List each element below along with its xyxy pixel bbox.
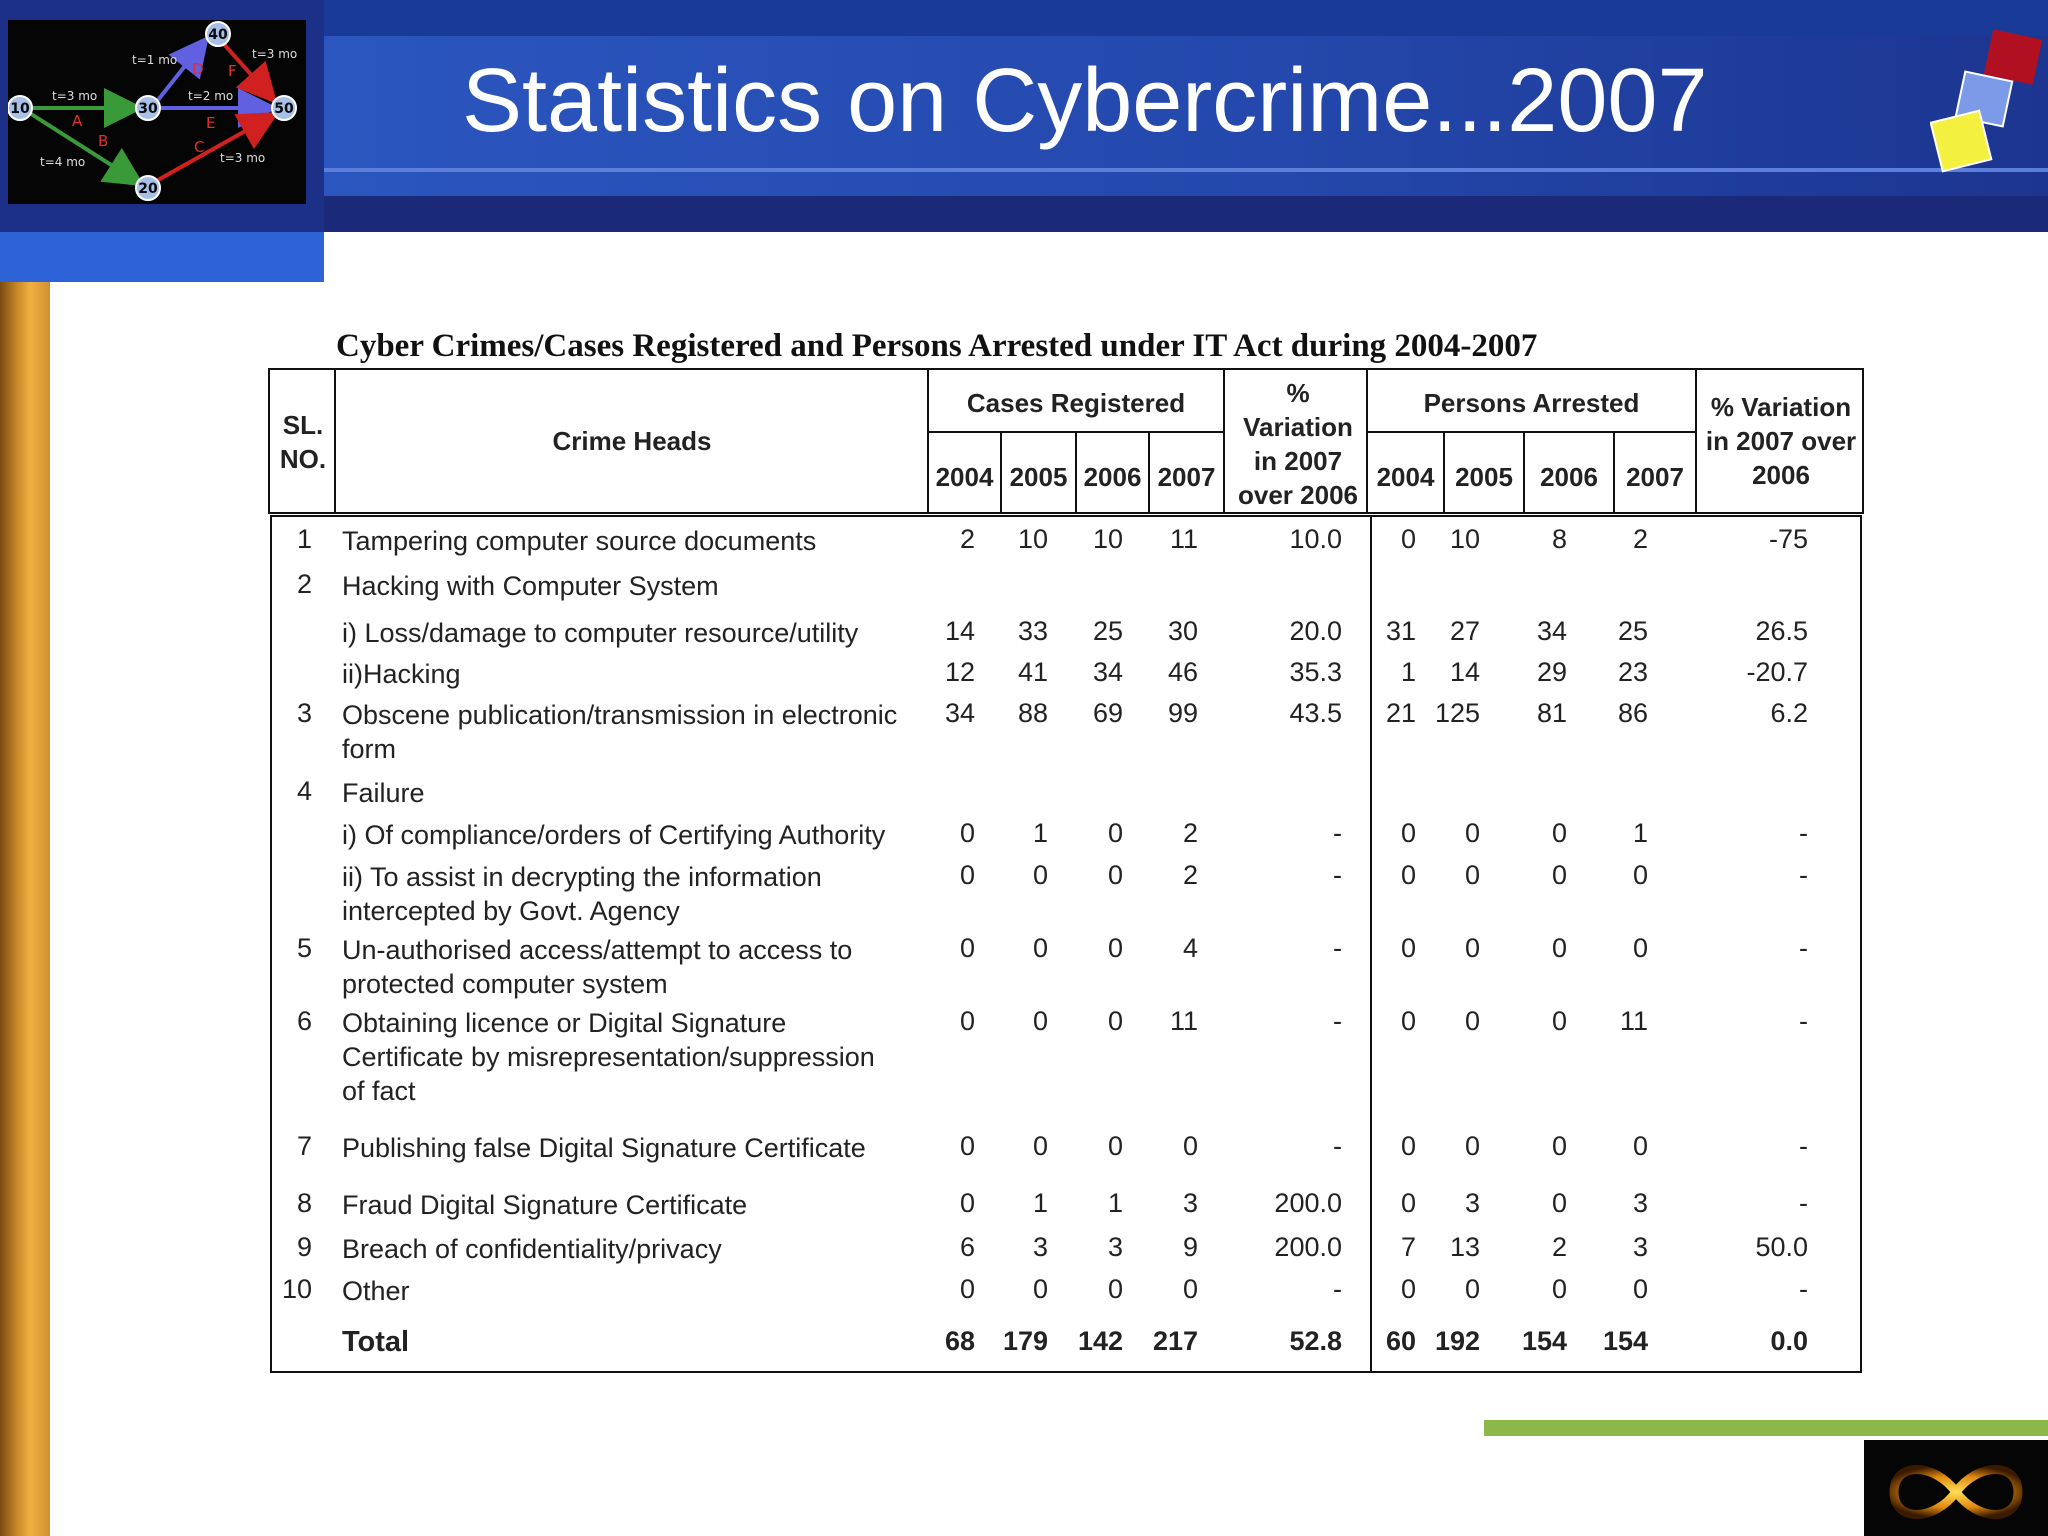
- cases-cell: 3: [1032, 1232, 1048, 1262]
- total-cases-cell: 179: [1002, 1326, 1048, 1356]
- row-sl-no: 1: [296, 524, 312, 554]
- cases-cell: 0: [1107, 818, 1123, 848]
- persons-cell: 0: [1464, 860, 1480, 890]
- total-persons-cell: 60: [1385, 1326, 1416, 1356]
- variation-cases-cell: -: [1333, 860, 1342, 890]
- persons-cell: 25: [1617, 616, 1648, 646]
- total-cases-cell: 142: [1077, 1326, 1123, 1356]
- row-crime-head: i) Of compliance/orders of Certifying Authority: [342, 820, 886, 850]
- header-cases-registered: Cases Registered: [966, 388, 1186, 418]
- variation-persons-cell: -75: [1768, 524, 1808, 554]
- activity-label: F: [228, 62, 237, 80]
- header-sl-no: SL. NO.: [279, 410, 327, 474]
- cases-cell: 10: [1017, 524, 1048, 554]
- header-year: 2006: [1083, 462, 1142, 492]
- cases-cell: 0: [1107, 1274, 1123, 1304]
- cases-cell: 34: [944, 698, 975, 728]
- persons-cell: 0: [1400, 860, 1416, 890]
- persons-cell: 3: [1632, 1232, 1648, 1262]
- edge-label: t=2 mo: [188, 89, 234, 103]
- persons-cell: 86: [1617, 698, 1648, 728]
- variation-cases-cell: 10.0: [1289, 524, 1342, 554]
- row-crime-head: ii) To assist in decrypting the information intercepted by Govt. Agency: [342, 862, 822, 926]
- cases-cell: 0: [959, 1188, 975, 1218]
- variation-persons-cell: 6.2: [1770, 698, 1808, 728]
- row-sl-no: 8: [296, 1188, 312, 1218]
- cases-cell: 14: [944, 616, 975, 646]
- node-label: 20: [138, 181, 158, 197]
- node-label: 30: [138, 101, 158, 117]
- persons-cell: 21: [1385, 698, 1416, 728]
- persons-cell: 0: [1400, 1274, 1416, 1304]
- header-variation-persons: % Variation in 2007 over 2006: [1705, 392, 1857, 490]
- cases-cell: 99: [1167, 698, 1198, 728]
- persons-cell: 0: [1632, 1274, 1648, 1304]
- persons-cell: 1: [1400, 657, 1416, 687]
- persons-cell: 7: [1400, 1232, 1416, 1262]
- header-year: 2005: [1455, 462, 1513, 492]
- cases-cell: 0: [1182, 1274, 1198, 1304]
- row-sl-no: 7: [296, 1131, 312, 1161]
- cases-cell: 0: [1032, 1274, 1048, 1304]
- row-crime-head: ii)Hacking: [342, 659, 461, 689]
- total-label: Total: [342, 1326, 410, 1358]
- cases-cell: 0: [1032, 1006, 1048, 1036]
- activity-label: D: [192, 60, 204, 78]
- variation-persons-cell: -: [1799, 860, 1808, 890]
- persons-cell: 11: [1619, 1006, 1648, 1036]
- persons-cell: 0: [1464, 1131, 1480, 1161]
- variation-persons-cell: -: [1799, 1188, 1808, 1218]
- row-sl-no: 5: [296, 933, 312, 963]
- cases-cell: 4: [1182, 933, 1198, 963]
- total-persons-cell: 192: [1434, 1326, 1480, 1356]
- header-year: 2007: [1157, 462, 1216, 492]
- variation-persons-cell: -: [1799, 818, 1808, 848]
- cases-cell: 0: [1107, 933, 1123, 963]
- header-crime-heads: Crime Heads: [552, 426, 712, 456]
- cases-cell: 12: [944, 657, 975, 687]
- persons-cell: 125: [1434, 698, 1480, 728]
- persons-cell: 3: [1464, 1188, 1480, 1218]
- cases-cell: 0: [959, 933, 975, 963]
- total-persons-cell: 154: [1521, 1326, 1567, 1356]
- persons-cell: 3: [1632, 1188, 1648, 1218]
- row-sl-no: 2: [296, 569, 312, 599]
- persons-cell: 0: [1400, 1188, 1416, 1218]
- cases-cell: 9: [1182, 1232, 1198, 1262]
- variation-cases-cell: 35.3: [1289, 657, 1342, 687]
- persons-cell: 81: [1536, 698, 1567, 728]
- persons-cell: 0: [1632, 933, 1648, 963]
- activity-label: B: [98, 132, 109, 150]
- edge-label: t=3 mo: [220, 151, 266, 165]
- cases-cell: 2: [1182, 818, 1198, 848]
- cases-cell: 0: [959, 1006, 975, 1036]
- variation-cases-cell: 200.0: [1274, 1232, 1342, 1262]
- row-crime-head: Breach of confidentiality/privacy: [342, 1234, 722, 1264]
- header-year: 2004: [1376, 462, 1435, 492]
- activity-label: E: [206, 114, 216, 132]
- row-sl-no: 9: [296, 1232, 312, 1262]
- row-crime-head: Other: [342, 1276, 410, 1306]
- persons-cell: 0: [1400, 524, 1416, 554]
- cases-cell: 33: [1017, 616, 1048, 646]
- persons-cell: 23: [1617, 657, 1648, 687]
- row-crime-head: Tampering computer source documents: [342, 526, 817, 556]
- persons-cell: 0: [1400, 933, 1416, 963]
- row-crime-head: Obscene publication/transmission in electronic form: [342, 700, 898, 764]
- header-left-accent: [0, 232, 324, 282]
- variation-cases-cell: 200.0: [1274, 1188, 1342, 1218]
- persons-cell: 1: [1632, 818, 1648, 848]
- header-year: 2006: [1540, 462, 1598, 492]
- header-stripe: [324, 168, 2048, 172]
- persons-cell: 0: [1632, 860, 1648, 890]
- persons-cell: 0: [1551, 860, 1567, 890]
- persons-cell: 0: [1464, 1274, 1480, 1304]
- total-variation-persons: 0.0: [1770, 1326, 1808, 1356]
- persons-cell: 34: [1536, 616, 1567, 646]
- row-crime-head: Failure: [342, 778, 425, 808]
- node-label: 10: [10, 101, 30, 117]
- cases-cell: 2: [1182, 860, 1198, 890]
- persons-cell: 2: [1551, 1232, 1567, 1262]
- network-diagram-logo: [8, 20, 306, 204]
- edge-label: t=1 mo: [132, 53, 178, 67]
- row-crime-head: Fraud Digital Signature Certificate: [342, 1190, 748, 1220]
- total-cases-cell: 68: [944, 1326, 975, 1356]
- header-variation-cases: % Variation in 2007 over 2006: [1238, 378, 1358, 510]
- cases-cell: 0: [959, 1274, 975, 1304]
- persons-cell: 0: [1551, 933, 1567, 963]
- persons-cell: 0: [1551, 1006, 1567, 1036]
- header-year: 2004: [935, 462, 994, 492]
- cases-cell: 41: [1017, 657, 1048, 687]
- network-diagram-graphic: [8, 20, 306, 204]
- cases-cell: 0: [1032, 1131, 1048, 1161]
- total-variation-cases: 52.8: [1289, 1326, 1342, 1356]
- cases-cell: 46: [1167, 657, 1198, 687]
- green-accent-line: [1484, 1420, 2048, 1436]
- variation-cases-cell: -: [1333, 1131, 1342, 1161]
- header-year: 2007: [1626, 462, 1684, 492]
- persons-cell: 10: [1449, 524, 1480, 554]
- variation-cases-cell: -: [1333, 933, 1342, 963]
- row-sl-no: 10: [281, 1274, 312, 1304]
- cases-cell: 1: [1032, 1188, 1048, 1218]
- cases-cell: 0: [1032, 933, 1048, 963]
- cases-cell: 69: [1092, 698, 1123, 728]
- left-decorative-bar: [0, 282, 50, 1536]
- node-label: 50: [274, 101, 294, 117]
- persons-cell: 0: [1632, 1131, 1648, 1161]
- cases-cell: 11: [1169, 1006, 1198, 1036]
- persons-cell: 14: [1449, 657, 1480, 687]
- total-persons-cell: 154: [1602, 1326, 1648, 1356]
- cases-cell: 1: [1107, 1188, 1123, 1218]
- infinity-icon: [1864, 1440, 2048, 1536]
- cases-cell: 2: [959, 524, 975, 554]
- slide-title: Statistics on Cybercrime...2007: [462, 51, 1708, 151]
- edge-label: t=4 mo: [40, 155, 86, 169]
- cybercrime-table: [268, 368, 1864, 1374]
- node-label: 40: [208, 27, 228, 43]
- cases-cell: 3: [1107, 1232, 1123, 1262]
- cases-cell: 1: [1032, 818, 1048, 848]
- variation-cases-cell: -: [1333, 1274, 1342, 1304]
- persons-cell: 29: [1536, 657, 1567, 687]
- cases-cell: 10: [1092, 524, 1123, 554]
- row-sl-no: 3: [296, 698, 312, 728]
- decorative-squares-icon: [1930, 28, 2048, 178]
- persons-cell: 0: [1551, 818, 1567, 848]
- variation-cases-cell: 43.5: [1289, 698, 1342, 728]
- edge-label: t=3 mo: [52, 89, 98, 103]
- persons-cell: 0: [1400, 818, 1416, 848]
- persons-cell: 0: [1551, 1188, 1567, 1218]
- row-crime-head: Obtaining licence or Digital Signature Certificate by misrepresentation/suppression of fact: [342, 1008, 875, 1106]
- header-year: 2005: [1009, 462, 1068, 492]
- variation-persons-cell: -: [1799, 933, 1808, 963]
- header-persons-arrested: Persons Arrested: [1423, 388, 1640, 418]
- persons-cell: 0: [1551, 1274, 1567, 1304]
- row-sl-no: 6: [296, 1006, 312, 1036]
- row-sl-no: 4: [296, 776, 312, 806]
- persons-cell: 0: [1551, 1131, 1567, 1161]
- infinity-logo: [1864, 1440, 2048, 1536]
- cases-cell: 25: [1092, 616, 1123, 646]
- variation-cases-cell: 20.0: [1289, 616, 1342, 646]
- variation-persons-cell: 50.0: [1755, 1232, 1808, 1262]
- total-cases-cell: 217: [1152, 1326, 1198, 1356]
- persons-cell: 0: [1400, 1131, 1416, 1161]
- variation-persons-cell: -: [1799, 1274, 1808, 1304]
- persons-cell: 0: [1400, 1006, 1416, 1036]
- persons-cell: 0: [1464, 1006, 1480, 1036]
- persons-cell: 8: [1551, 524, 1567, 554]
- cases-cell: 30: [1167, 616, 1198, 646]
- variation-persons-cell: 26.5: [1755, 616, 1808, 646]
- cases-cell: 3: [1182, 1188, 1198, 1218]
- persons-cell: 13: [1449, 1232, 1480, 1262]
- cases-cell: 6: [959, 1232, 975, 1262]
- cases-cell: 34: [1092, 657, 1123, 687]
- persons-cell: 31: [1385, 616, 1416, 646]
- cases-cell: 0: [1107, 860, 1123, 890]
- row-crime-head: i) Loss/damage to computer resource/utility: [342, 618, 859, 648]
- cases-cell: 11: [1169, 524, 1198, 554]
- persons-cell: 0: [1464, 933, 1480, 963]
- persons-cell: 0: [1464, 818, 1480, 848]
- cases-cell: 88: [1017, 698, 1048, 728]
- persons-cell: 27: [1449, 616, 1480, 646]
- table-caption: Cyber Crimes/Cases Registered and Persons Arrested under IT Act during 2004-2007: [336, 328, 1538, 364]
- cases-cell: 0: [1107, 1006, 1123, 1036]
- variation-persons-cell: -: [1799, 1131, 1808, 1161]
- row-crime-head: Publishing false Digital Signature Certificate: [342, 1133, 866, 1163]
- header-bottom-band: [324, 196, 2048, 232]
- cases-cell: 0: [959, 860, 975, 890]
- activity-label: A: [72, 112, 83, 130]
- cases-cell: 0: [959, 1131, 975, 1161]
- slide-header: [0, 0, 2048, 232]
- row-crime-head: Un-authorised access/attempt to access to protected computer system: [342, 935, 853, 999]
- variation-persons-cell: -: [1799, 1006, 1808, 1036]
- activity-label: C: [194, 138, 205, 156]
- cases-cell: 0: [1182, 1131, 1198, 1161]
- cases-cell: 0: [959, 818, 975, 848]
- cases-cell: 0: [1107, 1131, 1123, 1161]
- row-crime-head: Hacking with Computer System: [342, 571, 719, 601]
- edge-label: t=3 mo: [252, 47, 298, 61]
- variation-persons-cell: -20.7: [1746, 657, 1808, 687]
- persons-cell: 2: [1632, 524, 1648, 554]
- variation-cases-cell: -: [1333, 1006, 1342, 1036]
- cases-cell: 0: [1032, 860, 1048, 890]
- variation-cases-cell: -: [1333, 818, 1342, 848]
